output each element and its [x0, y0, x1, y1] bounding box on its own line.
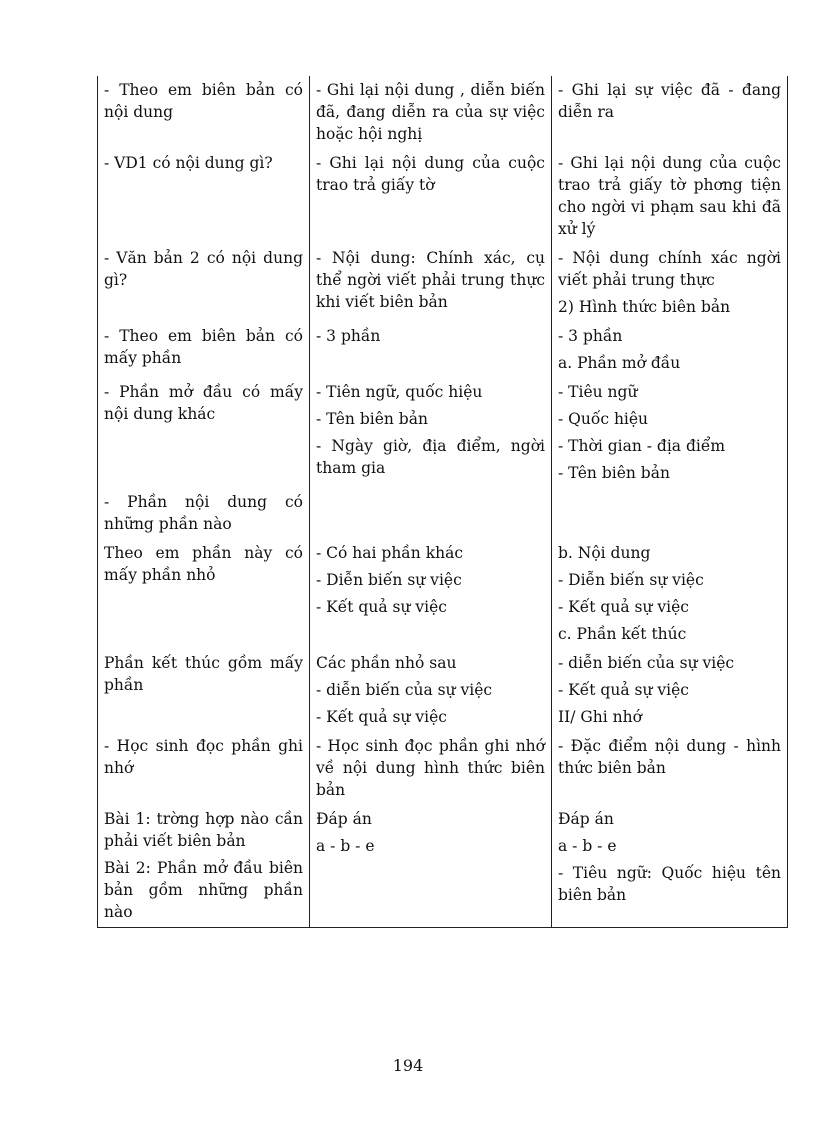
cell-line: - Phần mở đầu có mấy nội dung khác — [104, 383, 303, 423]
question-cell — [98, 378, 310, 488]
cell-line: - Theo em biên bản có nội dung — [104, 81, 303, 121]
cell-line: - Ghi lại nội dung của cuộc trao trả giấy tờ — [316, 154, 545, 194]
summary-cell — [552, 488, 788, 539]
cell-line: - Tiêu ngữ: Quốc hiệu tên biên bản — [558, 864, 781, 904]
cell-line: a - b - e — [558, 837, 617, 855]
cell-line: - Học sinh đọc phần ghi nhớ về nội dung hình thức biên bản — [316, 737, 545, 799]
cell-line: - VD1 có nội dung gì? — [104, 154, 273, 172]
cell-line: - 3 phần — [316, 327, 381, 345]
table-row — [98, 149, 788, 244]
cell-line: - Quốc hiệu — [558, 410, 649, 428]
table-row — [98, 805, 788, 928]
cell-line: - Đặc điểm nội dung - hình thức biên bản — [558, 737, 781, 777]
question-cell — [98, 76, 310, 149]
cell-line: b. Nội dung — [558, 544, 651, 562]
table-row — [98, 244, 788, 322]
answer-cell — [310, 244, 552, 322]
cell-line: - Học sinh đọc phần ghi nhớ — [104, 737, 303, 777]
answer-cell — [310, 378, 552, 488]
cell-line: - Văn bản 2 có nội dung gì? — [104, 249, 303, 289]
answer-cell — [310, 322, 552, 378]
cell-line: - Ghi lại nội dung , diễn biến đã, đang diễn ra của sự việc hoặc hội nghị — [316, 81, 545, 143]
cell-line: Bài 2: Phần mở đầu biên bản gồm những phần nào — [104, 859, 303, 921]
cell-line: - Kết quả sự việc — [558, 598, 689, 616]
cell-line: Đáp án — [316, 810, 372, 828]
cell-line: - Kết quả sự việc — [558, 681, 689, 699]
cell-line: - Ngày giờ, địa điểm, ngời tham gia — [316, 437, 545, 477]
cell-line: Đáp án — [558, 810, 614, 828]
cell-line: - 3 phần — [558, 327, 623, 345]
cell-line: - Kết quả sự việc — [316, 708, 447, 726]
cell-line: - Tên biên bản — [316, 410, 428, 428]
answer-cell — [310, 805, 552, 928]
summary-cell — [552, 805, 788, 928]
cell-line: - Tên biên bản — [558, 464, 670, 482]
answer-cell — [310, 649, 552, 732]
answer-cell — [310, 732, 552, 805]
table-row — [98, 322, 788, 378]
cell-line: - Tiêu ngữ — [558, 383, 638, 401]
table-row — [98, 378, 788, 488]
summary-cell — [552, 322, 788, 378]
cell-line: Theo em phần này có mấy phần nhỏ — [104, 544, 303, 584]
table-row — [98, 76, 788, 149]
answer-cell — [310, 149, 552, 244]
cell-line: Các phần nhỏ sau — [316, 654, 457, 672]
cell-line: - Có hai phần khác — [316, 544, 464, 562]
lesson-table-body — [98, 76, 788, 928]
table-row — [98, 649, 788, 732]
cell-line: - Ghi lại sự việc đã - đang diễn ra — [558, 81, 781, 121]
cell-line: - Thời gian - địa điểm — [558, 437, 726, 455]
question-cell — [98, 805, 310, 928]
summary-cell — [552, 76, 788, 149]
answer-cell — [310, 488, 552, 539]
question-cell — [98, 649, 310, 732]
summary-cell — [552, 732, 788, 805]
question-cell — [98, 732, 310, 805]
table-row — [98, 732, 788, 805]
summary-cell — [552, 539, 788, 649]
summary-cell — [552, 149, 788, 244]
cell-line: - diễn biến của sự việc — [316, 681, 493, 699]
cell-line: Phần kết thúc gồm mấy phần — [104, 654, 303, 694]
question-cell — [98, 322, 310, 378]
cell-line: - Nội dung chính xác ngời viết phải trung thực — [558, 249, 781, 289]
lesson-table — [97, 76, 788, 928]
cell-line: - Kết quả sự việc — [316, 598, 447, 616]
cell-line: c. Phần kết thúc — [558, 625, 687, 643]
cell-line: - Nội dung: Chính xác, cụ thể ngời viết phải trung thực khi viết biên bản — [316, 249, 545, 311]
question-cell — [98, 149, 310, 244]
cell-line: a - b - e — [316, 837, 375, 855]
cell-line: - diễn biến của sự việc — [558, 654, 735, 672]
summary-cell — [552, 244, 788, 322]
cell-line: - Ghi lại nội dung của cuộc trao trả giấy tờ phơng tiện cho ngời vi phạm sau khi đã xử lý — [558, 154, 781, 238]
page-number: 194 — [392, 1056, 424, 1075]
cell-line: - Tiên ngữ, quốc hiệu — [316, 383, 483, 401]
summary-cell — [552, 649, 788, 732]
answer-cell — [310, 76, 552, 149]
cell-line: a. Phần mở đầu — [558, 354, 681, 372]
cell-line: - Diễn biến sự việc — [316, 571, 462, 589]
question-cell — [98, 488, 310, 539]
cell-line: II/ Ghi nhớ — [558, 708, 642, 726]
cell-line: 2) Hình thức biên bản — [558, 298, 731, 316]
cell-line: - Theo em biên bản có mấy phần — [104, 327, 303, 367]
question-cell — [98, 539, 310, 649]
cell-line: - Phần nội dung có những phần nào — [104, 493, 303, 533]
question-cell — [98, 244, 310, 322]
table-row — [98, 539, 788, 649]
summary-cell — [552, 378, 788, 488]
cell-line: - Diễn biến sự việc — [558, 571, 704, 589]
table-row — [98, 488, 788, 539]
cell-line: Bài 1: trờng hợp nào cần phải viết biên bản — [104, 810, 303, 850]
answer-cell — [310, 539, 552, 649]
